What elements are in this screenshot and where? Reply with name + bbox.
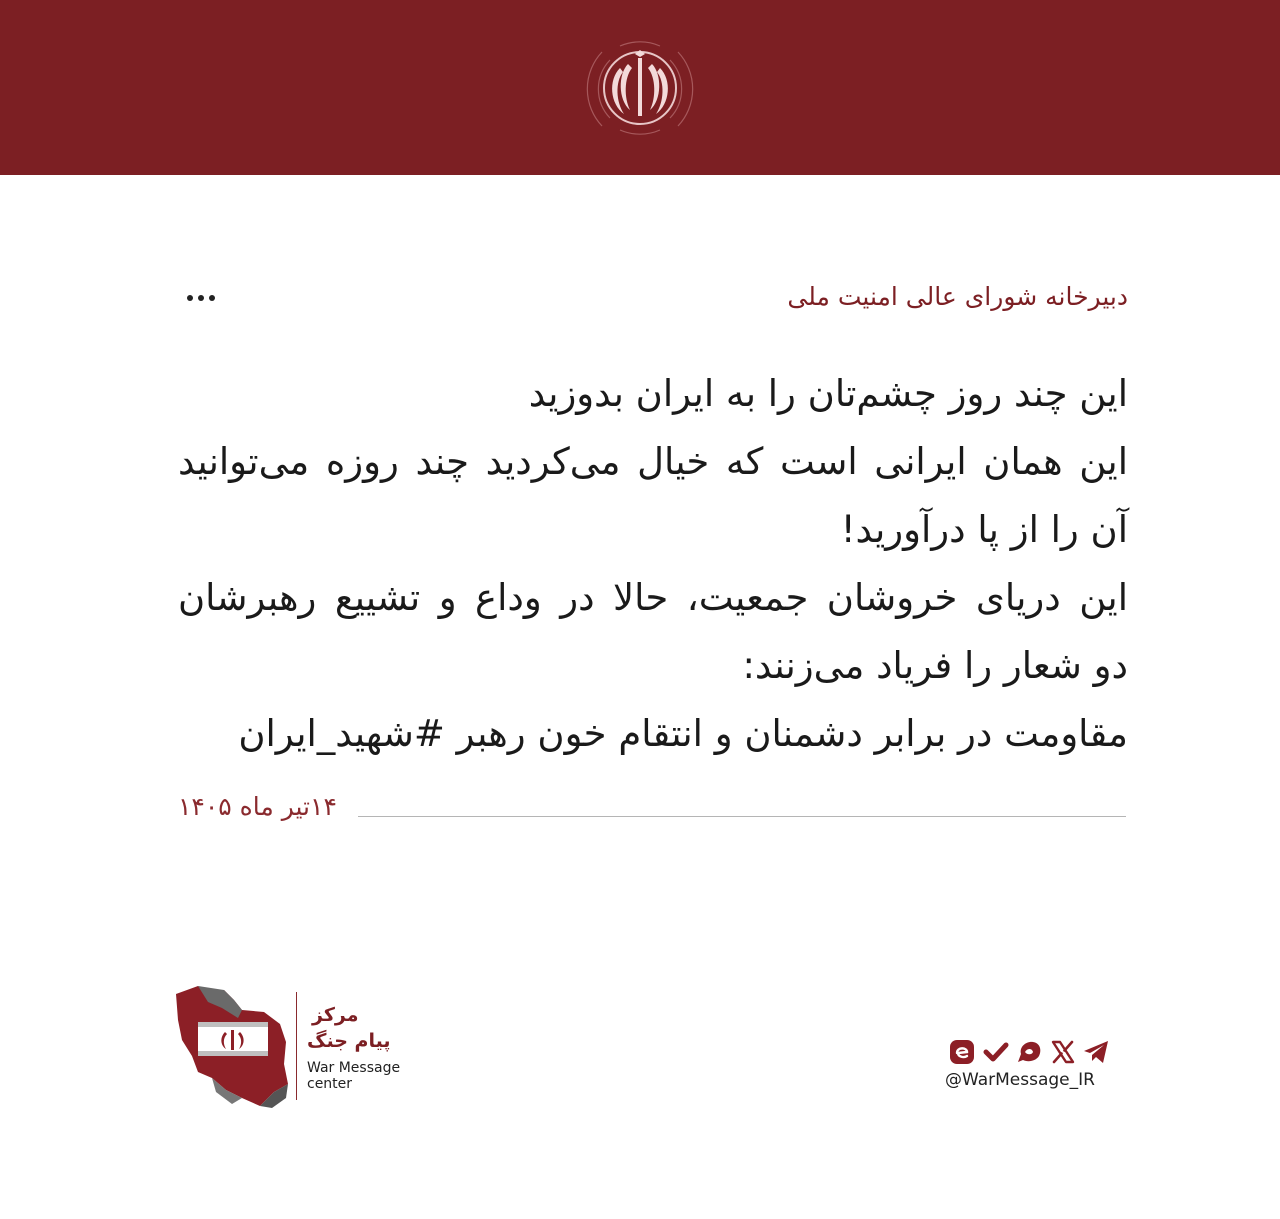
post-date-row	[178, 792, 1126, 832]
war-message-logo-icon	[168, 980, 296, 1110]
post-body	[178, 360, 1128, 768]
brand-name-fa: پیام جنگ	[307, 1030, 391, 1052]
date-divider	[358, 816, 1126, 817]
post-date: ۱۴تیر ماه ۱۴۰۵	[178, 792, 337, 821]
post-line: دو شعار را فریاد می‌زنند:	[742, 644, 1128, 687]
brand-name-en: War Message	[307, 1060, 401, 1076]
post-line: این دریای خروشان جمعیت، حالا در وداع و تشییع رهبرشان	[178, 576, 1128, 619]
brand-name-en: center	[307, 1076, 353, 1092]
more-options-icon[interactable]	[180, 286, 228, 310]
post-line: این چند روز چشم‌تان را به ایران بدوزید	[528, 372, 1128, 415]
x-icon[interactable]	[1049, 1038, 1077, 1066]
brand-name-fa: مرکز	[312, 1004, 359, 1026]
social-handle[interactable]: @WarMessage_IR	[945, 1070, 1095, 1090]
post-line: این همان ایرانی است که خیال می‌کردید چند روزه می‌توانید	[178, 440, 1128, 483]
telegram-icon[interactable]	[1082, 1038, 1110, 1066]
footer-divider	[296, 992, 297, 1100]
post-line: مقاومت در برابر دشمنان و انتقام خون رهبر #شهید_ایران	[238, 712, 1128, 755]
verified-check-icon[interactable]	[982, 1038, 1010, 1066]
eitaa-icon[interactable]	[948, 1038, 976, 1066]
social-links	[948, 1038, 1110, 1066]
header-band	[0, 0, 1280, 175]
iran-emblem-icon	[580, 30, 700, 145]
post-line: آن را از پا درآورید!	[840, 508, 1128, 551]
bale-icon[interactable]	[1015, 1038, 1043, 1066]
post-author[interactable]: دبیرخانه شورای عالی امنیت ملی	[787, 282, 1128, 311]
